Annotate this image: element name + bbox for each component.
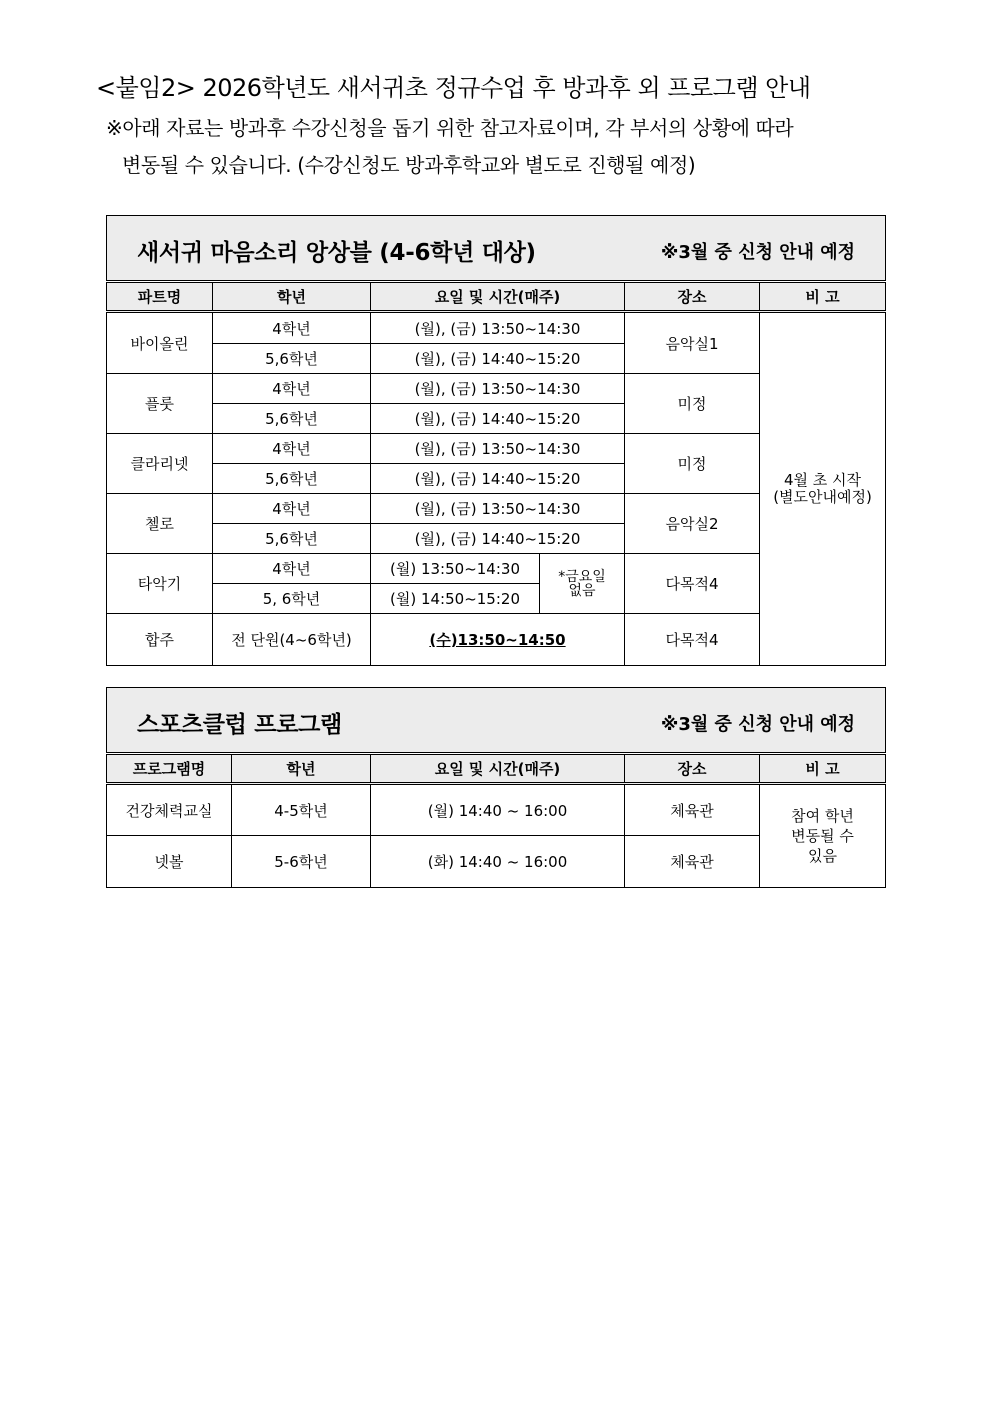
grade-cell: 4학년 [213,554,371,584]
col-header-remark: 비 고 [760,282,886,312]
document-note-line2: 변동될 수 있습니다. (수강신청도 방과후학교와 별도로 진행될 예정) [122,153,696,177]
remark-cell [760,312,886,666]
grade-cell: 4-5학년 [232,784,371,836]
grade-cell: 4학년 [213,494,371,524]
ensemble-note: ※3월 중 신청 안내 예정 [660,242,856,263]
time-cell: (월) 14:40 ~ 16:00 [371,784,625,836]
place-cell: 음악실2 [625,494,760,554]
remark-line: 있음 [808,847,838,865]
grade-cell: 5,6학년 [213,344,371,374]
sports-note: ※3월 중 신청 안내 예정 [660,714,856,735]
time-cell: (월) 14:50~15:20 [371,584,540,614]
place-cell: 다목적4 [625,614,760,666]
col-header-part: 파트명 [107,282,213,312]
remark-line: (별도안내예정) [773,488,872,506]
part-name: 클라리넷 [107,434,213,494]
sports-title: 스포츠클럽 프로그램 [137,712,342,738]
time-cell: (월), (금) 14:40~15:20 [371,404,625,434]
time-cell: (월), (금) 13:50~14:30 [371,312,625,344]
program-name: 넷볼 [107,836,232,888]
place-cell: 미정 [625,374,760,434]
table-row [107,312,886,344]
grade-cell: 4학년 [213,434,371,464]
friday-note-line: 없음 [568,582,596,599]
time-cell: (월), (금) 14:40~15:20 [371,524,625,554]
remark-cell [760,784,886,888]
part-name: 타악기 [107,554,213,614]
friday-note-line: *금요일 [558,568,606,585]
col-header-grade: 학년 [213,282,371,312]
friday-note-cell [540,554,625,614]
col-header-program: 프로그램명 [107,754,232,784]
grade-cell: 5,6학년 [213,404,371,434]
time-cell: (월), (금) 13:50~14:30 [371,494,625,524]
place-cell: 체육관 [625,784,760,836]
remark-line: 변동될 수 [791,827,854,845]
grade-cell: 5, 6학년 [213,584,371,614]
part-name: 바이올린 [107,312,213,374]
col-header-remark: 비 고 [760,754,886,784]
sports-header [107,688,886,754]
ensemble-title: 새서귀 마음소리 앙상블 (4-6학년 대상) [137,240,536,266]
time-cell: (월), (금) 13:50~14:30 [371,374,625,404]
ensemble-table [106,215,886,666]
program-name: 건강체력교실 [107,784,232,836]
table-row [107,784,886,836]
grade-cell: 5-6학년 [232,836,371,888]
place-cell: 체육관 [625,836,760,888]
grade-cell: 5,6학년 [213,464,371,494]
remark-line: 4월 초 시작 [784,471,862,489]
col-header-place: 장소 [625,282,760,312]
grade-cell: 전 단원(4~6학년) [213,614,371,666]
document-note-line1: ※아래 자료는 방과후 수강신청을 돕기 위한 참고자료이며, 각 부서의 상황에 따라 [106,116,794,140]
remark-line: 참여 학년 [791,807,854,825]
place-cell: 다목적4 [625,554,760,614]
part-name: 첼로 [107,494,213,554]
joint-time: (수)13:50~14:50 [429,631,566,649]
sports-table [106,687,886,888]
part-name: 플룻 [107,374,213,434]
grade-cell: 4학년 [213,312,371,344]
ensemble-header [107,216,886,282]
col-header-time: 요일 및 시간(매주) [371,754,625,784]
time-cell: (월), (금) 13:50~14:30 [371,434,625,464]
col-header-time: 요일 및 시간(매주) [371,282,625,312]
place-cell: 음악실1 [625,312,760,374]
col-header-place: 장소 [625,754,760,784]
time-cell: (월), (금) 14:40~15:20 [371,344,625,374]
part-name: 합주 [107,614,213,666]
col-header-grade: 학년 [232,754,371,784]
document-title: <붙임2> 2026학년도 새서귀초 정규수업 후 방과후 외 프로그램 안내 [96,74,811,102]
time-cell: (월), (금) 14:40~15:20 [371,464,625,494]
grade-cell: 4학년 [213,374,371,404]
place-cell: 미정 [625,434,760,494]
time-cell [371,614,625,666]
time-cell: (화) 14:40 ~ 16:00 [371,836,625,888]
grade-cell: 5,6학년 [213,524,371,554]
time-cell: (월) 13:50~14:30 [371,554,540,584]
